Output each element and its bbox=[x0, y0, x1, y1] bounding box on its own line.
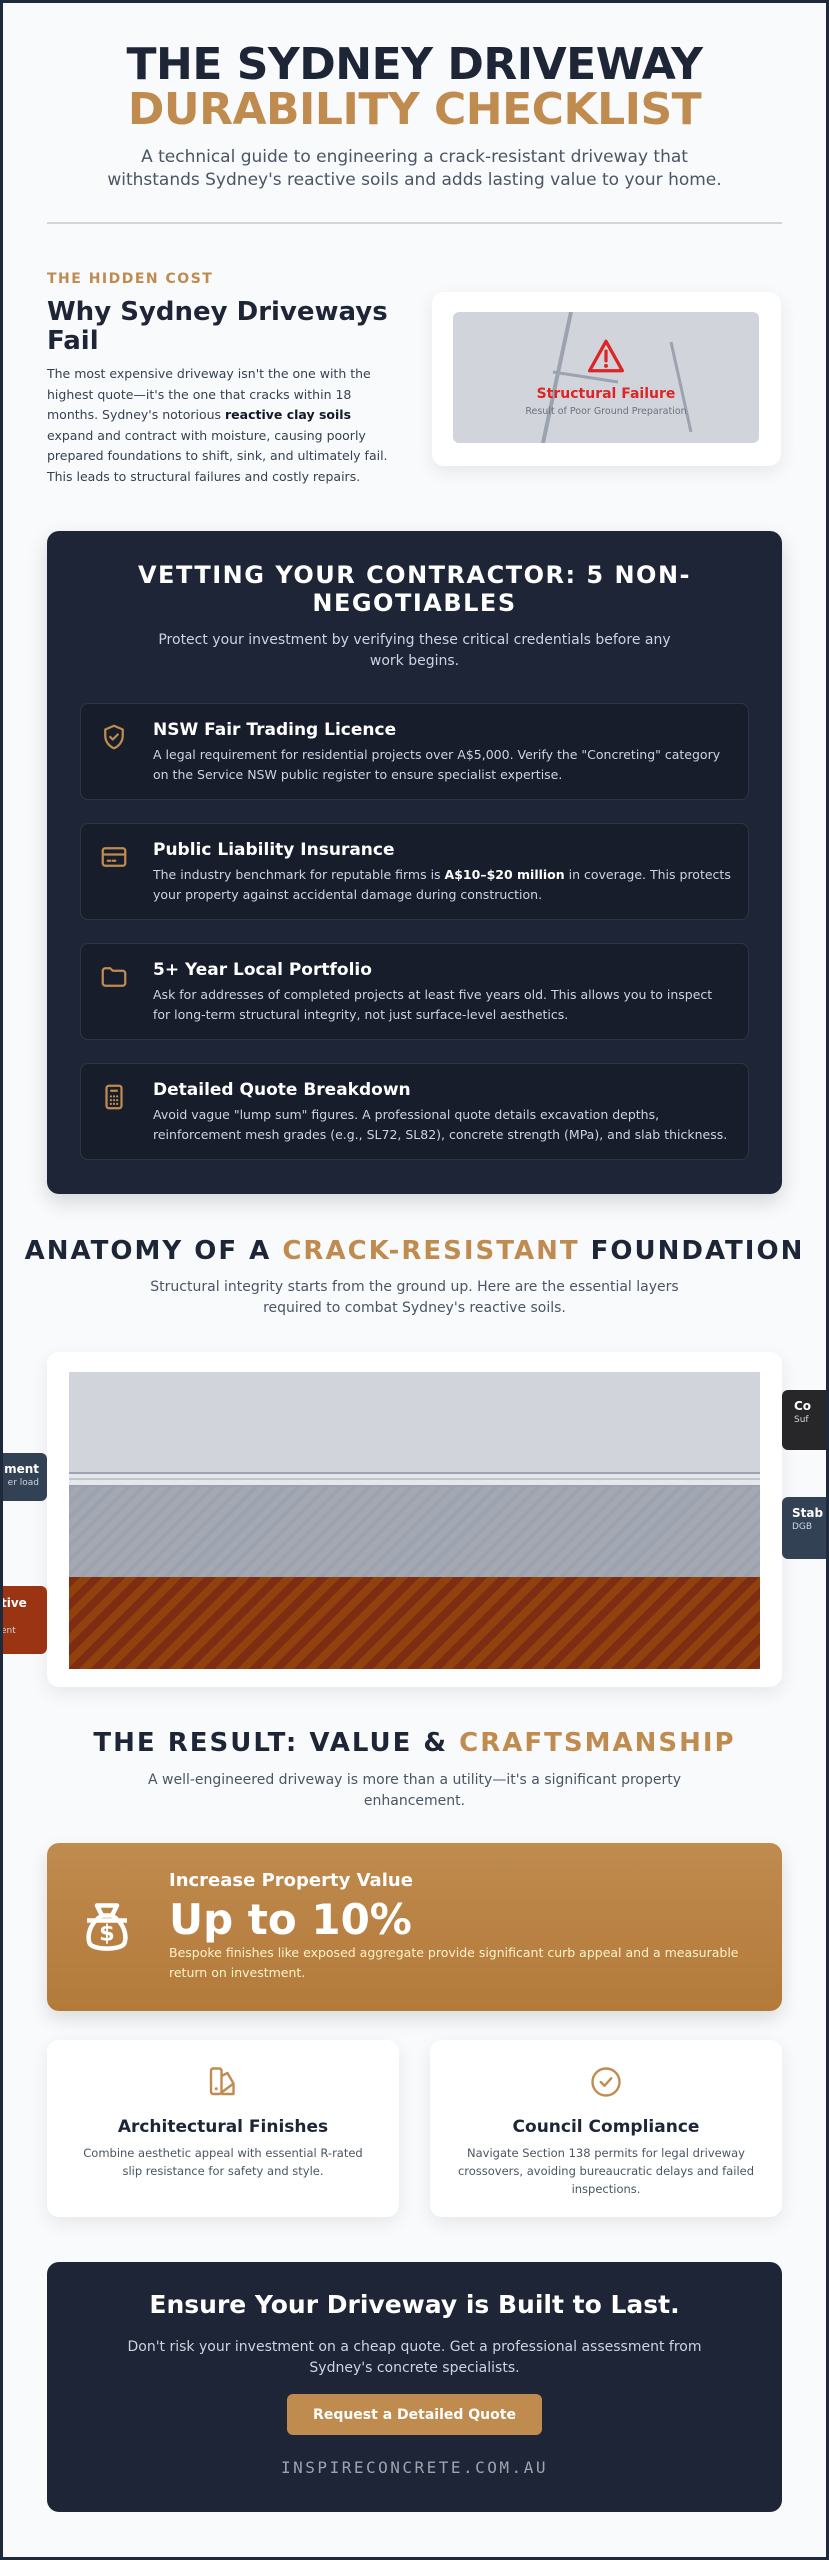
vetting-item-quote bbox=[80, 1063, 749, 1160]
vetting-item-text: Ask for addresses of completed projects at least five years old. This allows you to inspect for long-term structural integrity, not just surface-level aesthetics. bbox=[153, 987, 713, 1022]
foundation-diagram bbox=[47, 1352, 782, 1687]
feature-text: Combine aesthetic appeal with essential R-rated slip resistance for safety and style. bbox=[83, 2146, 363, 2178]
credit-card-icon bbox=[99, 842, 129, 872]
vetting-item-title: NSW Fair Trading Licence bbox=[153, 720, 397, 740]
vetting-item-licence bbox=[80, 703, 749, 800]
vetting-item-insurance bbox=[80, 823, 749, 920]
vetting-subtitle: Protect your investment by verifying these critical credentials before any work begins. bbox=[158, 632, 671, 669]
result-subtitle: A well-engineered driveway is more than a utility—it's a significant property enhancement. bbox=[148, 1772, 681, 1809]
vetting-item-portfolio bbox=[80, 943, 749, 1040]
divider bbox=[47, 222, 782, 224]
check-circle-icon bbox=[588, 2064, 624, 2100]
reinforcement-mesh bbox=[69, 1474, 760, 1485]
warning-triangle-icon bbox=[586, 338, 626, 374]
emphasis-text: reactive clay soils bbox=[225, 407, 352, 422]
layer-tag-left-bottom: tive ent bbox=[0, 1586, 47, 1654]
layer-tag-right-bottom: Stab DGB bbox=[782, 1497, 829, 1559]
page-title-line2: DURABILITY CHECKLIST bbox=[127, 84, 702, 135]
property-value-card bbox=[47, 1843, 782, 2011]
cta-section bbox=[47, 2262, 782, 2512]
vetting-item-title: Detailed Quote Breakdown bbox=[153, 1080, 411, 1100]
vetting-item-text: Avoid vague "lump sum" figures. A professional quote details excavation depths, reinforcement mesh grades (e.g., SL72, SL82), concrete strength (MPa), and slab thickness. bbox=[153, 1107, 728, 1142]
vetting-item-title: 5+ Year Local Portfolio bbox=[153, 960, 372, 980]
page-title-line1: THE SYDNEY DRIVEWAY bbox=[126, 39, 703, 90]
feature-text: Navigate Section 138 permits for legal driveway crossovers, avoiding bureaucratic delays and failed inspections. bbox=[457, 2146, 755, 2196]
feature-title: Architectural Finishes bbox=[117, 2117, 329, 2137]
layer-surface-space bbox=[69, 1372, 760, 1472]
crack-lines bbox=[453, 312, 759, 443]
failure-image-card bbox=[432, 292, 781, 466]
why-fail-body: The most expensive driveway isn't the one with the highest quote—it's the one that cracks within 18 months. Sydney's notorious reactive clay soils expand and contract with moisture, causing poorly prepared foundations to shift, sink, and ultimately fail. This leads to structural failures and costly repairs. bbox=[47, 366, 388, 484]
failure-caption: Result of Poor Ground Preparation bbox=[525, 406, 687, 417]
page-title bbox=[0, 39, 829, 135]
vetting-section bbox=[47, 531, 782, 1194]
money-bag-icon bbox=[77, 1898, 137, 1958]
feature-card-finishes bbox=[47, 2040, 399, 2217]
result-title: THE RESULT: VALUE & CRAFTSMANSHIP bbox=[93, 1728, 736, 1758]
folder-icon bbox=[99, 962, 129, 992]
section-eyebrow: THE HIDDEN COST bbox=[47, 271, 214, 287]
value-heading: Increase Property Value bbox=[169, 1870, 413, 1891]
value-text: Bespoke finishes like exposed aggregate provide significant curb appeal and a measurable return on investment. bbox=[169, 1945, 739, 1980]
svg-text:$: $ bbox=[99, 1920, 115, 1947]
vetting-title: VETTING YOUR CONTRACTOR: 5 NON-NEGOTIABLES bbox=[137, 561, 692, 617]
request-quote-button[interactable]: Request a Detailed Quote bbox=[287, 2394, 542, 2435]
value-figure: Up to 10% bbox=[169, 1895, 412, 1944]
feature-title: Council Compliance bbox=[512, 2117, 700, 2137]
anatomy-title: ANATOMY OF A CRACK-RESISTANT FOUNDATION bbox=[24, 1236, 805, 1266]
layer-reactive-clay bbox=[69, 1577, 760, 1669]
layer-tag-right-top-label: Co Suf bbox=[782, 1390, 829, 1450]
page-subtitle: A technical guide to engineering a crack-resistant driveway that withstands Sydney's reactive soils and adds lasting value to your home. bbox=[107, 147, 722, 190]
calculator-icon bbox=[99, 1082, 129, 1112]
anatomy-subtitle: Structural integrity starts from the ground up. Here are the essential layers required to combat Sydney's reactive soils. bbox=[150, 1279, 679, 1316]
layer-concrete-slab bbox=[69, 1472, 760, 1487]
website-link[interactable]: INSPIRECONCRETE.COM.AU bbox=[281, 2458, 548, 2477]
vetting-item-title: Public Liability Insurance bbox=[153, 840, 395, 860]
section-title-why-fail: Why Sydney Driveways Fail bbox=[47, 297, 388, 356]
swatch-icon bbox=[205, 2064, 241, 2100]
vetting-item-text: A legal requirement for residential projects over A$5,000. Verify the "Concreting" category on the Service NSW public register to ensure specialist expertise. bbox=[153, 747, 721, 782]
shield-check-icon bbox=[99, 722, 129, 752]
cta-title: Ensure Your Driveway is Built to Last. bbox=[149, 2290, 680, 2319]
layer-road-base bbox=[69, 1487, 760, 1577]
vetting-item-text: The industry benchmark for reputable firms is A$10–$20 million in coverage. This protects your property against accidental damage during construction. bbox=[153, 867, 731, 902]
feature-card-compliance bbox=[430, 2040, 782, 2217]
failure-illustration bbox=[453, 312, 759, 443]
cta-text: Don't risk your investment on a cheap quote. Get a professional assessment from Sydney's concrete specialists. bbox=[127, 2339, 702, 2376]
layer-tag-left-top: ment er load bbox=[0, 1453, 47, 1501]
failure-label: Structural Failure bbox=[536, 386, 676, 402]
